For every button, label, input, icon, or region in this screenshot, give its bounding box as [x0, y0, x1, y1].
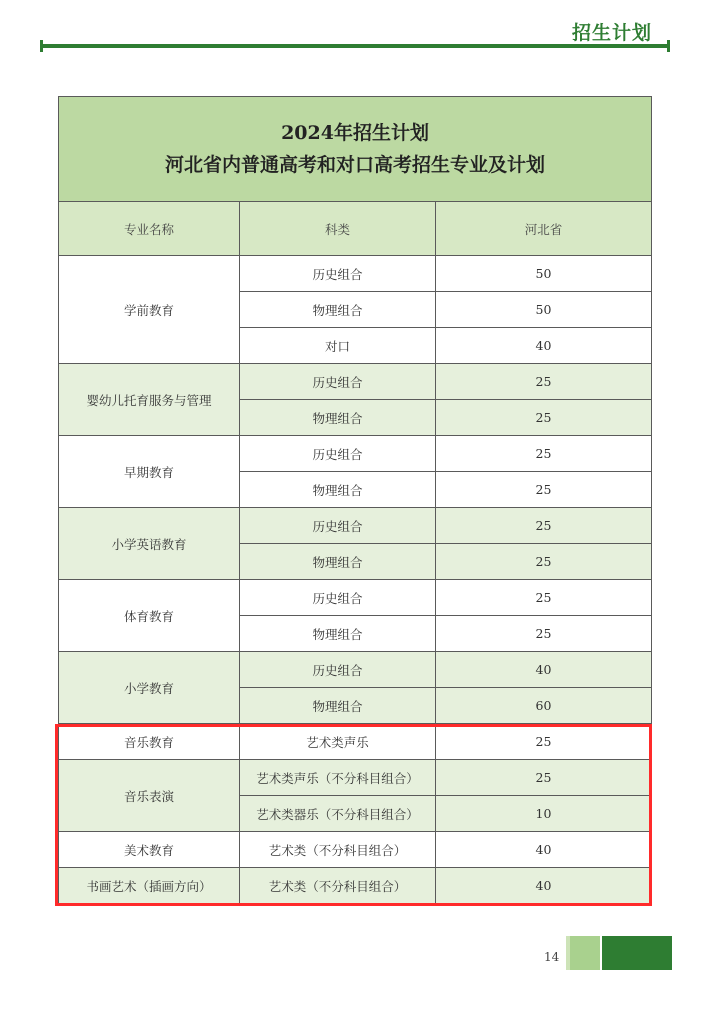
footer-accent-dark [602, 936, 672, 970]
column-header-hebei: 河北省 [436, 202, 652, 256]
table-row [59, 724, 652, 760]
major-name-cell: 早期教育 [59, 436, 240, 508]
category-cell: 物理组合 [240, 544, 436, 580]
count-cell: 60 [436, 688, 652, 724]
table-row [59, 832, 652, 868]
category-cell: 历史组合 [240, 364, 436, 400]
count-cell: 50 [436, 256, 652, 292]
count-cell: 25 [436, 616, 652, 652]
header-rule [40, 44, 670, 48]
enrollment-table [58, 96, 652, 904]
column-header-major: 专业名称 [59, 202, 240, 256]
table-row [59, 436, 652, 472]
category-cell: 物理组合 [240, 616, 436, 652]
footer-accent-light [570, 936, 600, 970]
count-cell: 40 [436, 328, 652, 364]
major-name-cell: 小学教育 [59, 652, 240, 724]
major-name-cell: 婴幼儿托育服务与管理 [59, 364, 240, 436]
major-name-cell: 小学英语教育 [59, 508, 240, 580]
table-title [59, 97, 652, 202]
count-cell: 25 [436, 472, 652, 508]
count-cell: 25 [436, 508, 652, 544]
category-cell: 历史组合 [240, 508, 436, 544]
major-name-cell: 音乐教育 [59, 724, 240, 760]
table-row [59, 508, 652, 544]
count-cell: 40 [436, 868, 652, 904]
count-cell: 10 [436, 796, 652, 832]
count-cell: 40 [436, 652, 652, 688]
major-name-cell: 美术教育 [59, 832, 240, 868]
major-name-cell: 体育教育 [59, 580, 240, 652]
count-cell: 25 [436, 400, 652, 436]
category-cell: 艺术类声乐 [240, 724, 436, 760]
category-cell: 历史组合 [240, 256, 436, 292]
category-cell: 历史组合 [240, 652, 436, 688]
count-cell: 25 [436, 544, 652, 580]
table-row [59, 580, 652, 616]
category-cell: 历史组合 [240, 580, 436, 616]
major-name-cell: 音乐表演 [59, 760, 240, 832]
count-cell: 25 [436, 724, 652, 760]
column-header-category: 科类 [240, 202, 436, 256]
category-cell: 艺术类（不分科目组合） [240, 868, 436, 904]
category-cell: 艺术类声乐（不分科目组合） [240, 760, 436, 796]
category-cell: 艺术类器乐（不分科目组合） [240, 796, 436, 832]
table-row [59, 868, 652, 904]
page-number: 14 [544, 950, 560, 964]
count-cell: 25 [436, 580, 652, 616]
count-cell: 25 [436, 364, 652, 400]
category-cell: 物理组合 [240, 472, 436, 508]
count-cell: 25 [436, 436, 652, 472]
major-name-cell: 书画艺术（插画方向） [59, 868, 240, 904]
category-cell: 对口 [240, 328, 436, 364]
table-row [59, 364, 652, 400]
major-name-cell: 学前教育 [59, 256, 240, 364]
count-cell: 40 [436, 832, 652, 868]
table-title-line2: 河北省内普通高考和对口高考招生专业及计划 [165, 154, 546, 176]
category-cell: 历史组合 [240, 436, 436, 472]
count-cell: 50 [436, 292, 652, 328]
enrollment-table-wrap [58, 96, 651, 904]
category-cell: 物理组合 [240, 688, 436, 724]
table-row [59, 256, 652, 292]
category-cell: 物理组合 [240, 400, 436, 436]
table-row [59, 652, 652, 688]
category-cell: 艺术类（不分科目组合） [240, 832, 436, 868]
count-cell: 25 [436, 760, 652, 796]
section-title: 招生计划 [571, 22, 652, 44]
category-cell: 物理组合 [240, 292, 436, 328]
table-row [59, 760, 652, 796]
table-title-line1: 2024年招生计划 [281, 122, 429, 144]
